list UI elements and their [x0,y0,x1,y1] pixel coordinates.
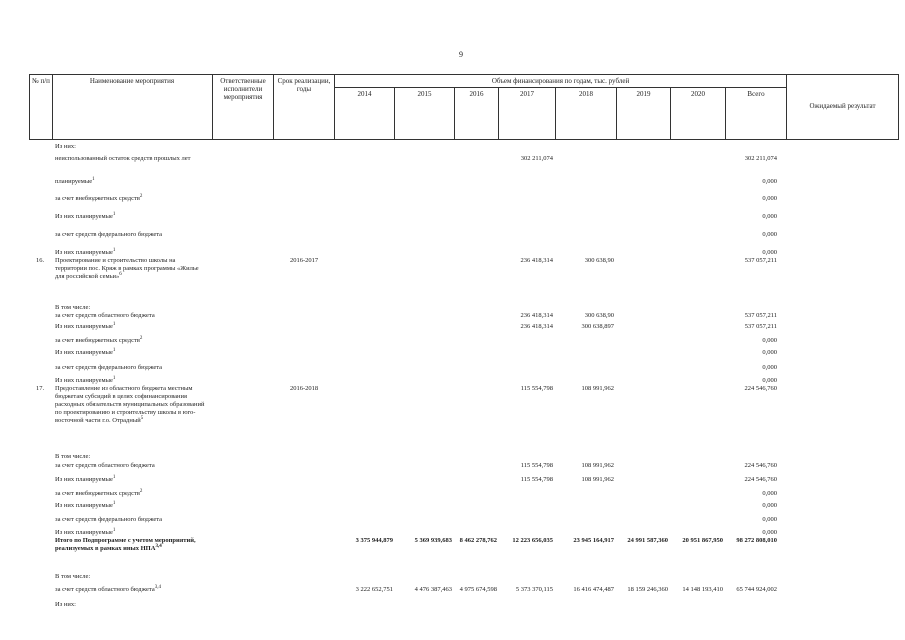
footnote-marker: 1 [112,500,116,506]
value-y2020: 20 951 867,950 [682,537,723,544]
header-number: № п/п [32,77,50,85]
value-y2017: 115 554,798 [520,462,553,469]
value-y2015: 4 476 387,463 [414,586,452,593]
footnote-marker: 1 [112,211,116,217]
header-years-border [334,87,786,88]
footnote-marker: 1 [92,176,95,182]
value-y2015: 5 369 939,683 [414,537,452,544]
row-number: 17. [36,385,45,392]
value-total: 0,000 [762,231,777,238]
value-y2018: 300 638,897 [581,323,614,330]
row-label: Из них планируемые$^1$ [55,474,116,483]
value-y2019: 24 991 587,360 [627,537,668,544]
row-label: Из них: [55,601,76,608]
value-y2014: 3 375 944,879 [355,537,393,544]
footnote-marker: 1 [112,321,116,327]
header-top-border [29,74,899,75]
value-total: 0,000 [762,349,777,356]
row-label: за счет средств федерального бюджета [55,364,163,371]
value-y2018: 108 991,962 [581,462,614,469]
value-total: 0,000 [762,195,777,202]
row-label: за счет внебюджетных средств$^2$ [55,488,143,497]
footnote-marker: 2 [139,193,143,199]
header-year-2018: 2018 [579,90,593,98]
header-year-2020: 2020 [691,90,705,98]
value-y2018: 108 991,962 [581,476,614,483]
value-y2019: 18 159 246,360 [627,586,668,593]
row-label: Из них планируемые$^1$ [55,527,116,536]
value-total: 0,000 [762,516,777,523]
footnote-marker: 2 [139,488,143,494]
header-year-2016: 2016 [469,90,484,98]
page-number: 9 [459,50,463,59]
header-year-2017: 2017 [520,90,534,98]
value-total: 0,000 [762,377,777,384]
header-responsible: Ответственные исполнители мероприятия [220,77,266,101]
row-label: Из них планируемые$^1$ [55,500,116,509]
value-y2017: 12 223 656,035 [512,537,553,544]
row-label: В том числе: [55,304,91,311]
value-y2017: 236 418,314 [520,257,553,264]
footnote-marker: 3,4 [155,543,162,549]
header-vline [52,74,53,140]
row-label: Предоставление из областного бюджета местным бюджетам субсидий в целях софинансирования расходных обязательств муниципальных образований по проектированию и строительству школы в юго-восточной части г.о. Отрадный$^5$ [55,385,205,424]
value-y2017: 5 373 370,115 [515,586,553,593]
value-total: 65 744 924,002 [736,586,777,593]
value-total: 0,000 [762,364,777,371]
header-year-2014: 2014 [357,90,372,98]
value-y2018: 300 638,90 [584,257,614,264]
row-label: Из них планируемые$^1$ [55,347,116,356]
row-number: 16. [36,257,45,264]
row-label: за счет внебюджетных средств$^2$ [55,335,143,344]
value-total: 224 546,760 [744,462,777,469]
header-funding: Объем финансирования по годам, тыс. рублей [491,77,630,85]
value-total: 224 546,760 [744,385,777,392]
value-y2016: 4 975 674,598 [459,586,497,593]
value-y2014: 3 222 652,751 [355,586,393,593]
footnote-marker: 6 [119,271,122,277]
header-year-2015: 2015 [417,90,432,98]
value-y2017: 302 211,074 [520,155,553,162]
footnote-marker: 1 [112,474,116,480]
row-label: за счет внебюджетных средств$^2$ [55,193,143,202]
value-total: 98 272 808,010 [736,537,777,544]
value-y2018: 23 945 164,917 [573,537,614,544]
row-term: 2016-2018 [290,385,319,392]
header-vline [29,74,30,140]
row-label: Проектирование и строительство школы на территории пос. Кряж в рамках программы «Жилье для российской семьи»$^6$ [55,257,199,280]
row-label: В том числе: [55,453,91,460]
footnote-marker: 3,4 [154,584,161,590]
row-label: за счет средств областного бюджета [55,312,155,319]
value-total: 224 546,760 [744,476,777,483]
row-label: Из них планируемые$^1$ [55,247,116,256]
row-term: 2016-2017 [290,257,319,264]
row-label: Итого по Подпрограмме с учетом мероприятий, реализуемых в рамках иных НПА$^{3,4}$ [55,537,196,552]
value-y2017: 236 418,314 [520,323,553,330]
footnote-marker: 1 [112,527,116,533]
header-vline [786,74,787,140]
value-y2017: 115 554,798 [520,385,553,392]
value-y2016: 8 462 278,762 [459,537,497,544]
header-bottom-border [29,139,899,140]
value-total: 302 211,074 [744,155,777,162]
header-vline [212,74,213,140]
row-label: Из них планируемые$^1$ [55,375,116,384]
header-result: Ожидаемый результат [809,102,876,110]
footnote-marker: 1 [112,247,116,253]
value-y2017: 115 554,798 [520,476,553,483]
value-y2018: 16 416 474,487 [573,586,614,593]
header-term: Срок реализации, годы [277,77,331,93]
value-y2020: 14 148 193,410 [682,586,723,593]
row-label: Из них планируемые$^1$ [55,211,116,220]
header-year-2019: 2019 [636,90,651,98]
footnote-marker: 1 [112,347,116,353]
value-y2018: 300 638,90 [584,312,614,319]
row-label: Из них планируемые$^1$ [55,321,116,330]
value-total: 0,000 [762,213,777,220]
value-y2018: 108 991,962 [581,385,614,392]
header-vline [273,74,274,140]
value-total: 0,000 [762,529,777,536]
row-label: неиспользованный остаток средств прошлых лет [55,155,191,162]
footnote-marker: 5 [140,415,144,421]
header-total: Всего [747,90,765,98]
value-total: 0,000 [762,502,777,509]
value-total: 0,000 [762,249,777,256]
footnote-marker: 2 [139,335,143,341]
value-total: 0,000 [762,178,777,185]
row-label: за счет средств федерального бюджета [55,516,163,523]
row-label: В том числе: [55,573,91,580]
value-total: 537 057,211 [744,323,777,330]
header-vline [334,74,335,140]
row-label: Из них: [55,143,76,150]
row-label: планируемые$^1$ [55,176,95,185]
value-total: 537 057,211 [744,257,777,264]
row-label: за счет средств областного бюджета [55,462,155,469]
value-total: 0,000 [762,490,777,497]
value-total: 0,000 [762,337,777,344]
row-label: за счет средств федерального бюджета [55,231,163,238]
value-total: 537 057,211 [744,312,777,319]
footnote-marker: 1 [112,375,116,381]
value-y2017: 236 418,314 [520,312,553,319]
row-label: за счет средств областного бюджета$^{3,4}$ [55,584,161,593]
header-vline [898,74,899,140]
header-name: Наименование мероприятия [89,77,175,85]
